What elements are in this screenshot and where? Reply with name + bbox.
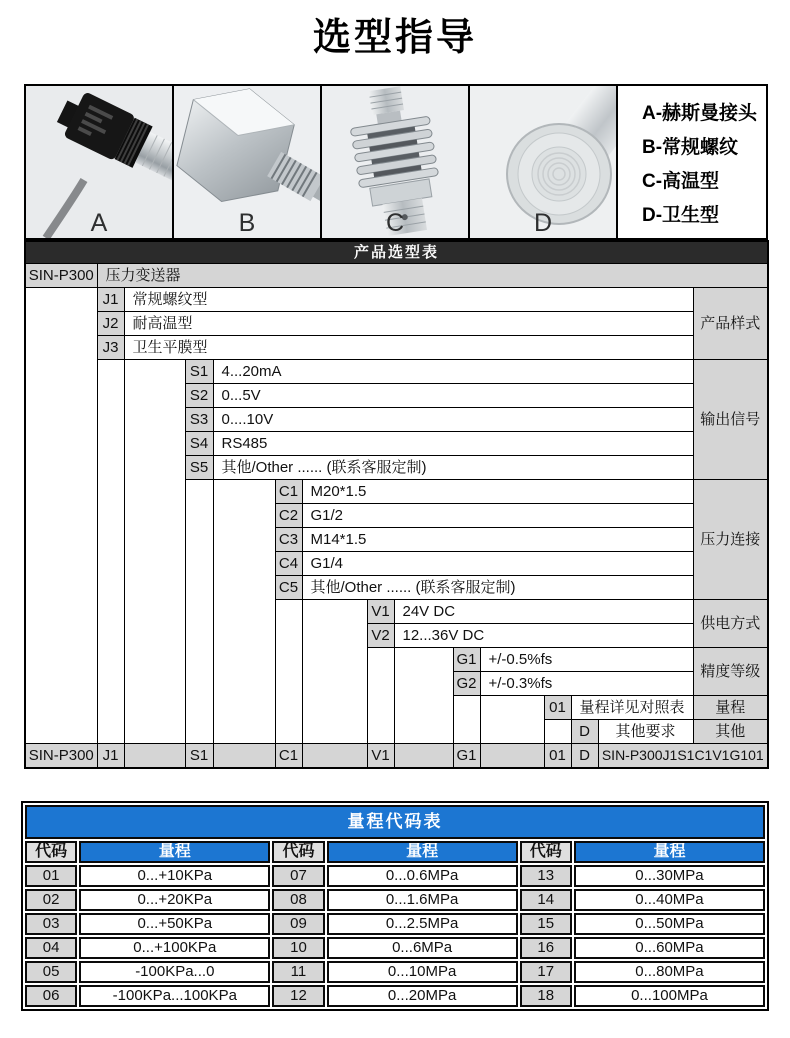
example-code-cell: G1 — [453, 744, 480, 769]
range-code-cell: 01 — [25, 865, 77, 887]
option-desc-cell: 12...36V DC — [394, 624, 693, 648]
option-code-cell: V1 — [367, 600, 394, 624]
group-label-cell: 量程 — [693, 696, 768, 720]
range-value-cell: -100KPa...0 — [79, 961, 270, 983]
group-label-cell: 精度等级 — [693, 648, 768, 696]
photo-letter-c: C — [385, 209, 405, 237]
spacer-cell — [453, 696, 480, 744]
option-desc-cell: 4...20mA — [213, 360, 693, 384]
option-code-cell: C3 — [275, 528, 302, 552]
option-desc-cell: 0....10V — [213, 408, 693, 432]
option-code-cell: D — [571, 720, 598, 744]
range-code-cell: 14 — [520, 889, 572, 911]
range-code-cell: 12 — [272, 985, 324, 1007]
option-code-cell: 01 — [544, 696, 571, 720]
legend-item-d: D-卫生型 — [642, 204, 720, 226]
spacer-cell — [480, 696, 544, 744]
example-code-cell — [480, 744, 544, 769]
example-code-cell — [394, 744, 453, 769]
option-code-cell: J1 — [97, 288, 124, 312]
product-photo-hirschmann — [26, 86, 172, 238]
option-desc-cell: 卫生平膜型 — [124, 336, 693, 360]
option-code-cell: S1 — [185, 360, 213, 384]
range-value-cell: 0...6MPa — [327, 937, 518, 959]
range-code-cell: 18 — [520, 985, 572, 1007]
spacer-cell — [544, 720, 571, 744]
option-code-cell: V2 — [367, 624, 394, 648]
range-table-body — [25, 805, 765, 1007]
option-code-cell: G2 — [453, 672, 480, 696]
range-value-cell: 0...+100KPa — [79, 937, 270, 959]
option-desc-cell: +/-0.5%fs — [480, 648, 693, 672]
model-name-cell: 压力变送器 — [97, 264, 768, 288]
example-code-cell: 01 — [544, 744, 571, 769]
legend-item-c: C-高温型 — [642, 170, 720, 192]
range-range-header: 量程 — [574, 841, 765, 863]
range-code-cell: 09 — [272, 913, 324, 935]
example-code-cell: D — [571, 744, 598, 769]
legend-item-b: B-常规螺纹 — [642, 136, 739, 158]
product-photo-sanitary — [468, 86, 616, 238]
gallery-legend — [616, 86, 766, 238]
photo-letter-a: A — [90, 209, 108, 237]
range-code-cell: 16 — [520, 937, 572, 959]
range-value-cell: 0...+10KPa — [79, 865, 270, 887]
spacer-cell — [124, 360, 185, 744]
range-value-cell: 0...10MPa — [327, 961, 518, 983]
spacer-cell — [394, 648, 453, 744]
range-range-header: 量程 — [79, 841, 270, 863]
range-value-cell: 0...+20KPa — [79, 889, 270, 911]
example-model-cell: SIN-P300 — [25, 744, 97, 769]
example-code-cell — [302, 744, 367, 769]
option-code-cell: J2 — [97, 312, 124, 336]
range-code-cell: 08 — [272, 889, 324, 911]
spacer-cell — [302, 600, 367, 744]
example-code-cell: J1 — [97, 744, 124, 769]
range-code-cell: 04 — [25, 937, 77, 959]
range-value-cell: 0...100MPa — [574, 985, 765, 1007]
page-title: 选型指导 — [312, 17, 477, 59]
option-desc-cell: 24V DC — [394, 600, 693, 624]
option-desc-cell: M14*1.5 — [302, 528, 693, 552]
range-code-cell: 11 — [272, 961, 324, 983]
option-code-cell: G1 — [453, 648, 480, 672]
option-desc-cell: RS485 — [213, 432, 693, 456]
photo-letter-b: B — [238, 209, 256, 237]
group-label-cell: 其他 — [693, 720, 768, 744]
option-desc-cell: G1/4 — [302, 552, 693, 576]
range-code-cell: 07 — [272, 865, 324, 887]
range-value-cell: 0...80MPa — [574, 961, 765, 983]
spacer-cell — [275, 600, 302, 744]
example-code-cell: C1 — [275, 744, 302, 769]
product-photo-high-temperature — [320, 86, 468, 238]
range-value-cell: 0...20MPa — [327, 985, 518, 1007]
option-code-cell: S3 — [185, 408, 213, 432]
product-gallery — [24, 84, 768, 240]
model-code-cell: SIN-P300 — [25, 264, 97, 288]
option-desc-cell: 耐高温型 — [124, 312, 693, 336]
option-desc-cell: 其他/Other ...... (联系客服定制) — [302, 576, 693, 600]
group-label-cell: 供电方式 — [693, 600, 768, 648]
spacer-cell — [25, 288, 97, 744]
option-code-cell: S5 — [185, 456, 213, 480]
example-code-cell: V1 — [367, 744, 394, 769]
range-value-cell: 0...2.5MPa — [327, 913, 518, 935]
product-photo-standard-thread — [172, 86, 320, 238]
option-desc-cell: 0...5V — [213, 384, 693, 408]
option-code-cell: C5 — [275, 576, 302, 600]
range-code-table — [23, 803, 767, 1009]
range-value-cell: 0...60MPa — [574, 937, 765, 959]
range-value-cell: 0...40MPa — [574, 889, 765, 911]
range-code-header: 代码 — [272, 841, 324, 863]
option-code-cell: C2 — [275, 504, 302, 528]
range-value-cell: 0...+50KPa — [79, 913, 270, 935]
range-code-cell: 15 — [520, 913, 572, 935]
spacer-cell — [213, 480, 275, 744]
range-value-cell: -100KPa...100KPa — [79, 985, 270, 1007]
selection-table-body — [25, 241, 768, 768]
group-label-cell: 输出信号 — [693, 360, 768, 480]
range-code-table-wrap — [21, 801, 769, 1011]
range-code-header: 代码 — [25, 841, 77, 863]
option-code-cell: J3 — [97, 336, 124, 360]
option-code-cell: C4 — [275, 552, 302, 576]
photo-letter-d: D — [533, 209, 553, 237]
range-table-title: 量程代码表 — [25, 805, 765, 839]
group-label-cell: 产品样式 — [693, 288, 768, 360]
range-value-cell: 0...30MPa — [574, 865, 765, 887]
example-code-cell: S1 — [185, 744, 213, 769]
option-desc-cell: 其他/Other ...... (联系客服定制) — [213, 456, 693, 480]
range-code-cell: 10 — [272, 937, 324, 959]
option-desc-cell: G1/2 — [302, 504, 693, 528]
group-label-cell: 压力连接 — [693, 480, 768, 600]
option-code-cell: C1 — [275, 480, 302, 504]
range-code-cell: 13 — [520, 865, 572, 887]
range-code-cell: 06 — [25, 985, 77, 1007]
legend-item-a: A-赫斯曼接头 — [642, 102, 758, 124]
option-desc-cell: 量程详见对照表 — [571, 696, 693, 720]
range-value-cell: 0...50MPa — [574, 913, 765, 935]
range-code-cell: 03 — [25, 913, 77, 935]
option-desc-cell: M20*1.5 — [302, 480, 693, 504]
option-code-cell: S4 — [185, 432, 213, 456]
product-selection-table — [24, 240, 769, 769]
selection-table-title: 产品选型表 — [25, 241, 768, 264]
spacer-cell — [185, 480, 213, 744]
example-code-cell — [124, 744, 185, 769]
range-code-cell: 17 — [520, 961, 572, 983]
spacer-cell — [367, 648, 394, 744]
range-value-cell: 0...1.6MPa — [327, 889, 518, 911]
range-range-header: 量程 — [327, 841, 518, 863]
range-code-cell: 05 — [25, 961, 77, 983]
example-result-code-cell: SIN-P300J1S1C1V1G101 — [598, 744, 768, 769]
option-desc-cell: +/-0.3%fs — [480, 672, 693, 696]
spacer-cell — [97, 360, 124, 744]
example-code-cell — [213, 744, 275, 769]
range-code-cell: 02 — [25, 889, 77, 911]
range-code-header: 代码 — [520, 841, 572, 863]
option-code-cell: S2 — [185, 384, 213, 408]
range-value-cell: 0...0.6MPa — [327, 865, 518, 887]
option-desc-cell: 其他要求 — [598, 720, 693, 744]
option-desc-cell: 常规螺纹型 — [124, 288, 693, 312]
